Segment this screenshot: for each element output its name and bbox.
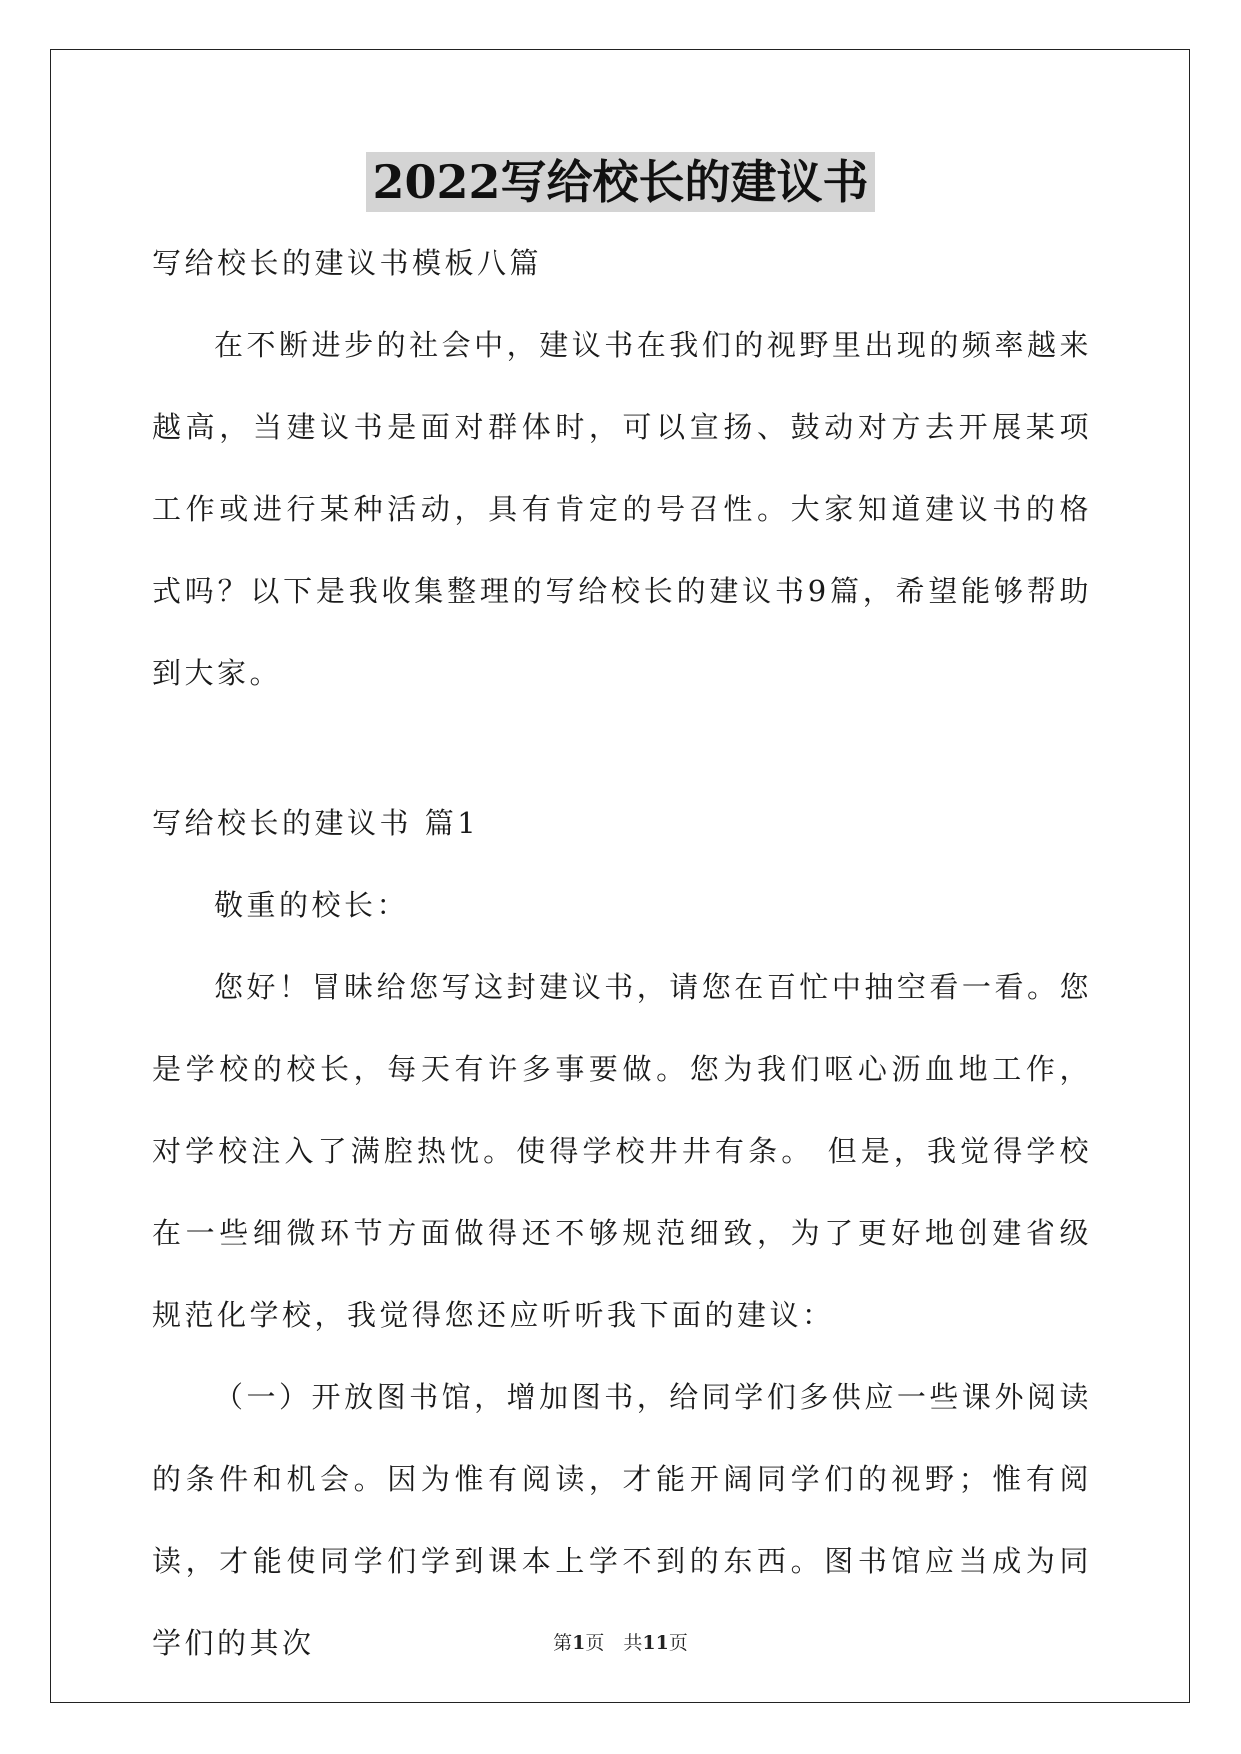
section-gap — [152, 714, 1092, 782]
footer-page-number: 1 — [572, 1632, 586, 1654]
footer-page-prefix: 第 — [553, 1632, 573, 1654]
letter-paragraph-1: 您好！冒昧给您写这封建议书，请您在百忙中抽空看一看。您是学校的校长，每天有许多事要做。您为我们呕心沥血地工作，对学校注入了满腔热忱。使得学校井井有条。 但是，我觉得学校在一些细微环节方面做得还不够规范细致，为了更好地创建省级规范化学校，我觉得您还应听听我下面的建议： — [152, 970, 1092, 1332]
document-subtitle: 写给校长的建议书模板八篇 — [152, 246, 543, 280]
page-footer — [0, 1628, 1241, 1655]
footer-page-suffix: 页 — [668, 1632, 688, 1654]
salutation: 敬重的校长： — [214, 888, 410, 922]
section-heading: 写给校长的建议书 篇1 — [152, 806, 480, 840]
letter-paragraph-2: （一）开放图书馆，增加图书，给同学们多供应一些课外阅读的条件和机会。因为惟有阅读，才能开阔同学们的视野；惟有阅读，才能使同学们学到课本上学不到的东西。图书馆应当成为同学们的其次 — [152, 1380, 1092, 1660]
document-title: 2022写给校长的建议书 — [366, 152, 874, 212]
footer-total-pages: 11 — [642, 1632, 669, 1654]
footer-page-mid: 页 共 — [585, 1632, 643, 1654]
title-container — [0, 152, 1241, 212]
intro-paragraph: 在不断进步的社会中，建议书在我们的视野里出现的频率越来越高，当建议书是面对群体时，可以宣扬、鼓动对方去开展某项工作或进行某种活动，具有肯定的号召性。大家知道建议书的格式吗？以下是我收集整理的写给校长的建议书9篇，希望能够帮助到大家。 — [152, 328, 1092, 690]
document-body — [152, 222, 1092, 1684]
